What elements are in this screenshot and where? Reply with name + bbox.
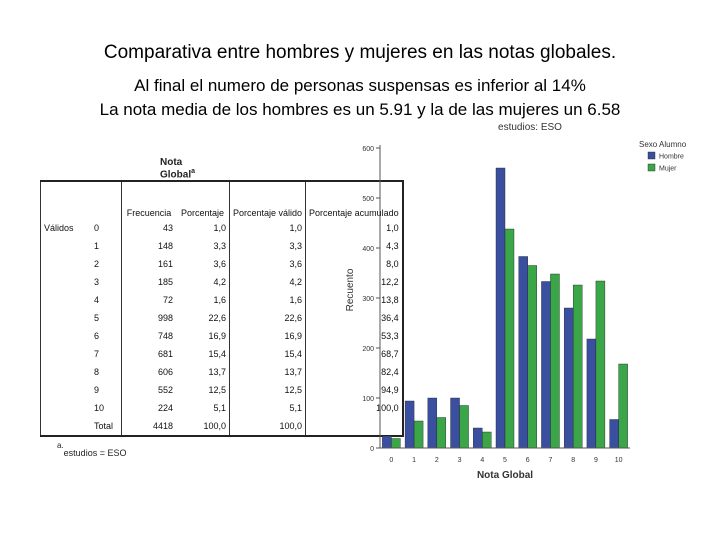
row-label: 2 xyxy=(94,259,100,269)
cell-porcentaje-acumulado: 8,0 xyxy=(306,255,403,273)
cell-porcentaje-valido: 1,0 xyxy=(230,219,306,237)
cell-porcentaje-acumulado: 82,4 xyxy=(306,363,403,381)
row-label: 5 xyxy=(94,313,100,323)
legend-swatch-mujer xyxy=(648,164,655,171)
bar-hombre-2 xyxy=(428,398,437,448)
cell-porcentaje: 4,2 xyxy=(213,277,226,287)
bar-mujer-4 xyxy=(482,432,491,448)
row-label: 6 xyxy=(94,331,100,341)
cell-porcentaje: 3,6 xyxy=(213,259,226,269)
cell-frecuencia: 185 xyxy=(122,273,177,291)
legend-swatch-hombre xyxy=(648,152,655,159)
cell-porcentaje: 12,5 xyxy=(208,385,226,395)
row-group-label: Válidos xyxy=(41,219,92,237)
cell-frecuencia: 552 xyxy=(122,381,177,399)
cell-porcentaje-valido: 5,1 xyxy=(230,399,306,417)
row-group-label xyxy=(41,417,92,436)
table-header-empty-1 xyxy=(41,181,92,219)
bar-hombre-10 xyxy=(610,420,619,449)
bar-mujer-10 xyxy=(619,364,628,448)
row-group-label xyxy=(41,273,92,291)
cell-frecuencia: 4418 xyxy=(122,417,177,436)
cell-frecuencia: 998 xyxy=(122,309,177,327)
table-header-frecuencia: Frecuencia xyxy=(122,181,177,219)
row-label: 7 xyxy=(94,349,100,359)
row-label: 9 xyxy=(94,385,100,395)
table-title: Nota Global$^a$ xyxy=(160,157,196,181)
cell-porcentaje-valido: 3,3 xyxy=(230,237,306,255)
bar-mujer-3 xyxy=(460,406,469,449)
x-tick-label: 4 xyxy=(480,457,485,464)
bar-chart xyxy=(335,115,720,485)
row-group-label xyxy=(41,399,92,417)
cell-porcentaje-acumulado: 100,0 xyxy=(306,399,403,417)
cell-porcentaje-valido: 3,6 xyxy=(230,255,306,273)
cell-frecuencia: 72 xyxy=(122,291,177,309)
table-header-porcentaje: Porcentaje xyxy=(180,208,225,218)
row-group-label xyxy=(41,255,92,273)
cell-porcentaje-acumulado: 4,3 xyxy=(306,237,403,255)
y-tick-label: 300 xyxy=(362,296,374,303)
cell-frecuencia: 748 xyxy=(122,327,177,345)
x-tick-label: 3 xyxy=(457,457,462,464)
cell-frecuencia: 43 xyxy=(122,219,177,237)
cell-porcentaje-valido: 4,2 xyxy=(230,273,306,291)
table-footnote: $^{a.}$estudios = ESO xyxy=(57,441,127,458)
row-group-label xyxy=(41,291,92,309)
bar-hombre-7 xyxy=(541,282,550,449)
row-label: 10 xyxy=(94,403,105,413)
slide-title: Comparativa entre hombres y mujeres en las notas globales. xyxy=(103,42,617,63)
cell-porcentaje-valido: 16,9 xyxy=(230,327,306,345)
row-label: 4 xyxy=(94,295,100,305)
x-tick-label: 7 xyxy=(548,457,553,464)
row-label: 8 xyxy=(94,367,100,377)
x-tick-label: 6 xyxy=(525,457,530,464)
table-header-porcentaje-valido: Porcentaje válido xyxy=(230,181,306,219)
cell-porcentaje-acumulado: 36,4 xyxy=(306,309,403,327)
cell-porcentaje-acumulado: 94,9 xyxy=(306,381,403,399)
cell-porcentaje-valido: 12,5 xyxy=(230,381,306,399)
cell-porcentaje-acumulado: 53,3 xyxy=(306,327,403,345)
cell-porcentaje: 5,1 xyxy=(213,403,226,413)
x-tick-label: 8 xyxy=(571,457,576,464)
x-tick-label: 9 xyxy=(593,457,598,464)
cell-porcentaje-valido: 15,4 xyxy=(230,345,306,363)
y-axis-label: Recuento xyxy=(345,268,356,312)
bar-mujer-6 xyxy=(528,266,537,449)
row-label: 0 xyxy=(94,223,100,233)
cell-frecuencia: 606 xyxy=(122,363,177,381)
chart-legend xyxy=(639,140,687,173)
row-group-label xyxy=(41,327,92,345)
row-group-label xyxy=(41,381,92,399)
cell-porcentaje: 1,6 xyxy=(213,295,226,305)
y-tick-label: 400 xyxy=(362,246,374,253)
x-tick-label: 5 xyxy=(503,457,507,464)
bar-mujer-0 xyxy=(391,439,400,449)
cell-porcentaje-acumulado: 13,8 xyxy=(306,291,403,309)
x-tick-label: 0 xyxy=(389,457,394,464)
cell-frecuencia: 224 xyxy=(122,399,177,417)
row-group-label xyxy=(41,309,92,327)
y-tick-label: 0 xyxy=(370,446,374,453)
cell-porcentaje: 13,7 xyxy=(208,367,226,377)
chart-title: estudios: ESO xyxy=(498,122,562,133)
cell-porcentaje-valido: 1,6 xyxy=(230,291,306,309)
cell-porcentaje: 1,0 xyxy=(213,223,226,233)
row-label: 1 xyxy=(94,241,100,251)
cell-porcentaje: 16,9 xyxy=(208,331,226,341)
subtitle-line-1: Al final el numero de personas suspensas es inferior al 14% xyxy=(134,76,586,95)
cell-porcentaje: 22,6 xyxy=(208,313,226,323)
cell-porcentaje: 15,4 xyxy=(208,349,226,359)
legend-title: Sexo Alumno xyxy=(639,140,687,149)
x-axis-label: Nota Global xyxy=(476,470,534,481)
bar-mujer-7 xyxy=(550,274,559,448)
x-tick-label: 2 xyxy=(434,457,439,464)
table-header-empty-2 xyxy=(91,181,122,219)
bar-hombre-1 xyxy=(405,401,414,448)
bar-hombre-5 xyxy=(496,168,505,448)
legend-label-hombre: Hombre xyxy=(659,153,684,161)
cell-frecuencia: 161 xyxy=(122,255,177,273)
bar-hombre-9 xyxy=(587,339,596,448)
y-tick-label: 200 xyxy=(362,346,374,353)
bar-hombre-8 xyxy=(564,308,573,448)
row-group-label xyxy=(41,345,92,363)
cell-porcentaje-acumulado: 68,7 xyxy=(306,345,403,363)
row-group-label xyxy=(41,363,92,381)
cell-porcentaje: 3,3 xyxy=(213,241,226,251)
subtitle-line-2: La nota media de los hombres es un 5.91 y la de las mujeres un 6.58 xyxy=(99,100,621,119)
cell-frecuencia: 681 xyxy=(122,345,177,363)
bar-mujer-8 xyxy=(573,285,582,448)
cell-porcentaje-valido: 22,6 xyxy=(230,309,306,327)
bar-hombre-0 xyxy=(382,436,391,448)
cell-porcentaje-valido: 13,7 xyxy=(230,363,306,381)
y-tick-label: 500 xyxy=(362,196,374,203)
table-header-porcentaje-acumulado: Porcentaje acumulado xyxy=(306,181,403,219)
legend-label-mujer: Mujer xyxy=(659,165,677,173)
bar-mujer-5 xyxy=(505,229,514,448)
cell-porcentaje-acumulado: 12,2 xyxy=(306,273,403,291)
y-tick-label: 100 xyxy=(362,396,374,403)
cell-porcentaje-acumulado: 1,0 xyxy=(306,219,403,237)
bar-hombre-3 xyxy=(451,398,460,448)
row-group-label xyxy=(41,237,92,255)
x-tick-label: 1 xyxy=(412,457,417,464)
cell-porcentaje-valido: 100,0 xyxy=(230,417,306,436)
bar-hombre-6 xyxy=(519,257,528,449)
bar-hombre-4 xyxy=(473,428,482,448)
bar-mujer-1 xyxy=(414,421,423,448)
y-tick-label: 600 xyxy=(362,146,374,153)
x-tick-label: 10 xyxy=(614,457,623,464)
row-label: 3 xyxy=(94,277,100,287)
bar-mujer-2 xyxy=(437,418,446,449)
row-label: Total xyxy=(94,421,114,431)
cell-frecuencia: 148 xyxy=(122,237,177,255)
bar-mujer-9 xyxy=(596,281,605,448)
cell-porcentaje: 100,0 xyxy=(203,421,226,431)
